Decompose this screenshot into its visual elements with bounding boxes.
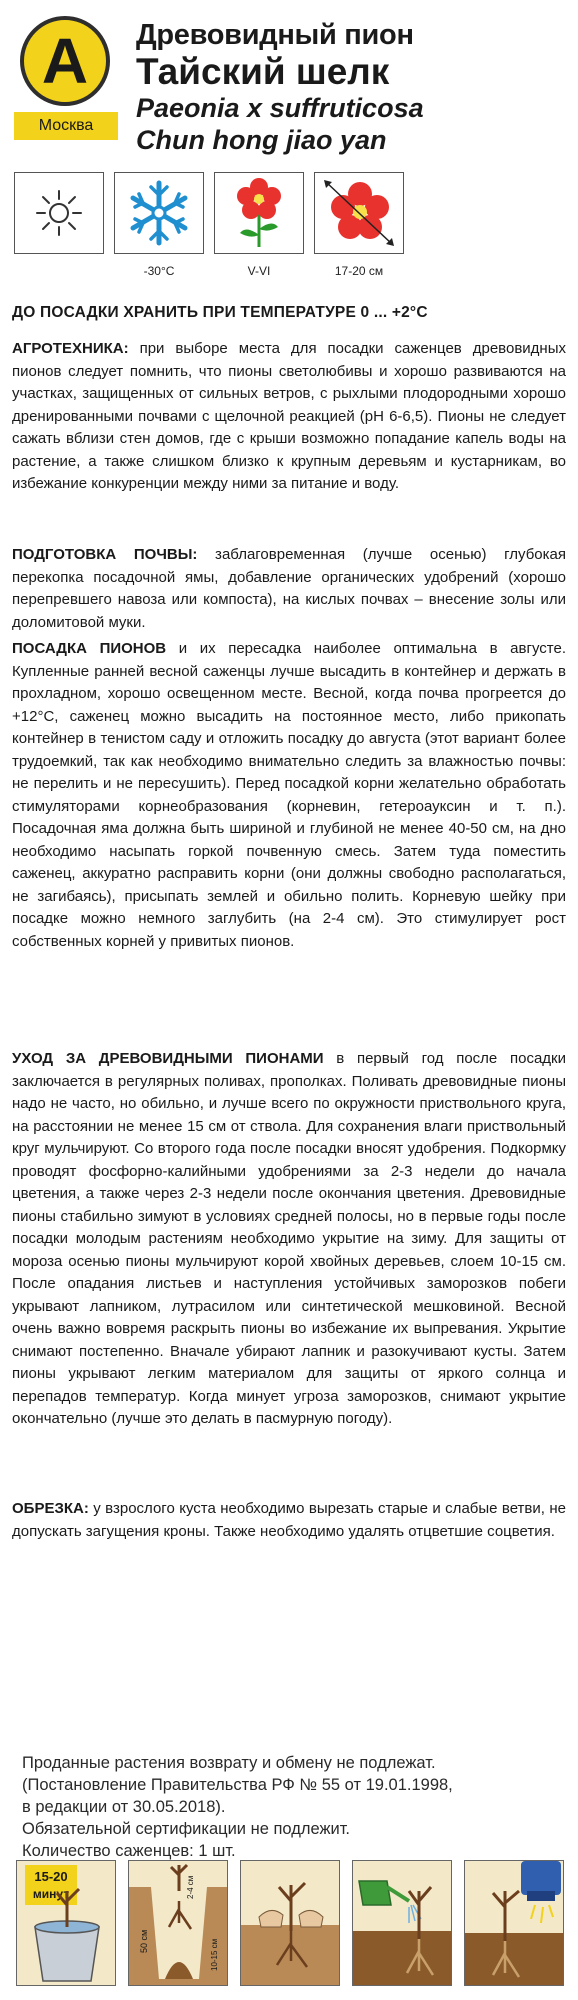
frost-caption: -30°C xyxy=(143,264,175,278)
section-text: в первый год после посадки заключается в регулярных поливах, прополках. Поливать древовидные пионы надо не часто, но обильно, и лучше всего по окружности приствольного круга, на расстоянии не менее 15 см от ствола. Для сохранения влаги приствольный круг мульчируют. Со второго года после посадки вносят удобрения. Подкормку проводят фосфорно-калийными удобрениями за 2-3 недели до начала цветения, а также через 2-3 недели после окончания цветения. Древовидные пионы стабильно зимуют в условиях средней полосы, но в первые годы после посадки молодым растениям необходимо укрытие на зиму. Для защиты от мороза осенью пионы мульчируют корой хвойных деревьев, слоем 10-15 см. После опадания листьев и наступления устойчивых заморозков побеги укрывают лапником, лутрасилом или синтетической мешковиной. Весной очень важно вовремя раскрыть пионы во избежание их выпревания. Укрытие снимают постепенно. Вначале убирают лапник и разокучивают кусты. Затем пионы укрывают легким материалом для защиты от яркого солнца и перепадов температур. Когда минует угроза заморозков, снимают укрытие окончательно (лучше это делать в пасмурную погоду). xyxy=(12,1050,566,1427)
logo-circle xyxy=(20,16,110,106)
snowflake-icon xyxy=(114,172,204,254)
section-text: и их пересадка наиболее оптимальна в августе. Купленные ранней весной саженцы лучше высадить в контейнер и держать в прохладном, хорошо освещенном месте. Весной, когда почва прогреется до +12°С, саженец можно высадить на постоянное место, либо прикопать контейнер в тенистом саду и отложить посадку до августа (этот вариант более трудоемкий, так как необходимо внимательно следить за влажностью почвы: не перелить и не пересушить). Перед посадкой корни желательно обработать стимуляторами корнеобразования (корневин, гетероауксин и т. п.). Посадочная яма должна быть шириной и глубиной не менее 40-50 см, на дно необходимо насыпать горкой почвенную смесь. Затем туда поместить саженец, аккуратно расправить корни (они должны свободно располагаться, не загибаясь), присыпать землей и обильно полить. Корневую шейку при посадке можно немного заглубить (на 2-4 см). Это стимулирует рост собственных корней у привитых пионов. xyxy=(12,640,566,950)
section-text: при выборе места для посадки саженцев древовидных пионов следует помнить, что пионы светолюбивы и хорошо развиваются на участках, защищенных от сильных ветров, с рыхлыми плодородными хорошо дренированными почвами с щелочной реакцией (рН 6-6,5). Пионы не следует сажать вблизи стен домов, где с крыши возможно попадание капель воды на растение, а также слишком близко к крупным деревьям и кустарникам, во избежание конкуренции между ними за питание и воду. xyxy=(12,340,566,492)
section-heading: ОБРЕЗКА: xyxy=(12,1500,89,1517)
fertilizer-step xyxy=(464,1860,564,1986)
logo-city: Москва xyxy=(14,112,118,140)
footer-line: Проданные растения возврату и обмену не подлежат. xyxy=(22,1754,436,1772)
latin-name: Paeonia x suffruticosa xyxy=(136,93,424,123)
flower-icon xyxy=(214,172,304,254)
product-name: Тайский шелк xyxy=(136,51,390,92)
title-block xyxy=(136,18,566,156)
section-heading: УХОД ЗА ДРЕВОВИДНЫМИ ПИОНАМИ xyxy=(12,1050,324,1067)
bloom-caption: V-VI xyxy=(247,264,271,278)
legal-footer xyxy=(22,1752,562,1862)
section-care xyxy=(12,1048,566,1431)
size-caption: 17-20 см xyxy=(334,264,384,278)
section-heading: ПОДГОТОВКА ПОЧВЫ: xyxy=(12,546,198,563)
attribute-icons xyxy=(14,172,414,282)
footer-line: в редакции от 30.05.2018). xyxy=(22,1798,226,1816)
brand-logo xyxy=(14,16,118,144)
storage-note: ДО ПОСАДКИ ХРАНИТЬ ПРИ ТЕМПЕРАТУРЕ 0 ... +2°С xyxy=(12,304,428,321)
footer-line: Количество саженцев: 1 шт. xyxy=(22,1842,236,1860)
soak-bucket-step xyxy=(16,1860,116,1986)
section-text: у взрослого куста необходимо вырезать старые и слабые ветви, не допускать загущения кроны. Также необходимо удалять отцветшие соцветия. xyxy=(12,1500,566,1540)
section-planting xyxy=(12,638,566,953)
product-type: Древовидный пион xyxy=(136,19,414,51)
soak-time: 15-20 xyxy=(34,1869,68,1884)
footer-line: Обязательной сертификации не подлежит. xyxy=(22,1820,351,1838)
section-text: заблаговременная (лучше осенью) глубокая перекопка посадочной ямы, добавление органических удобрений (хорошо перепревшего навоза или компоста), на кислых почвах – внесение золы или доломитовой муки. xyxy=(12,546,566,631)
soak-unit: минут xyxy=(32,1887,70,1901)
logo-letter: А xyxy=(41,25,89,97)
collar-depth: 2-4 см xyxy=(186,1875,195,1899)
mulch-depth: 10-15 см xyxy=(210,1938,219,1971)
cultivar-name: Chun hong jiao yan xyxy=(136,125,387,155)
hole-depth: 50 см xyxy=(139,1929,149,1953)
footer-line: (Постановление Правительства РФ № 55 от 19.01.1998, xyxy=(22,1776,453,1794)
section-agrotechnics xyxy=(12,338,566,496)
watering-step xyxy=(352,1860,452,1986)
planting-hole-step xyxy=(128,1860,228,1986)
tamping-step xyxy=(240,1860,340,1986)
planting-steps xyxy=(16,1860,562,1990)
flower-size-icon xyxy=(314,172,404,254)
section-pruning xyxy=(12,1498,566,1543)
section-heading: АГРОТЕХНИКА: xyxy=(12,340,129,357)
section-heading: ПОСАДКА ПИОНОВ xyxy=(12,640,167,657)
section-soil xyxy=(12,544,566,634)
sun-icon xyxy=(14,172,104,254)
